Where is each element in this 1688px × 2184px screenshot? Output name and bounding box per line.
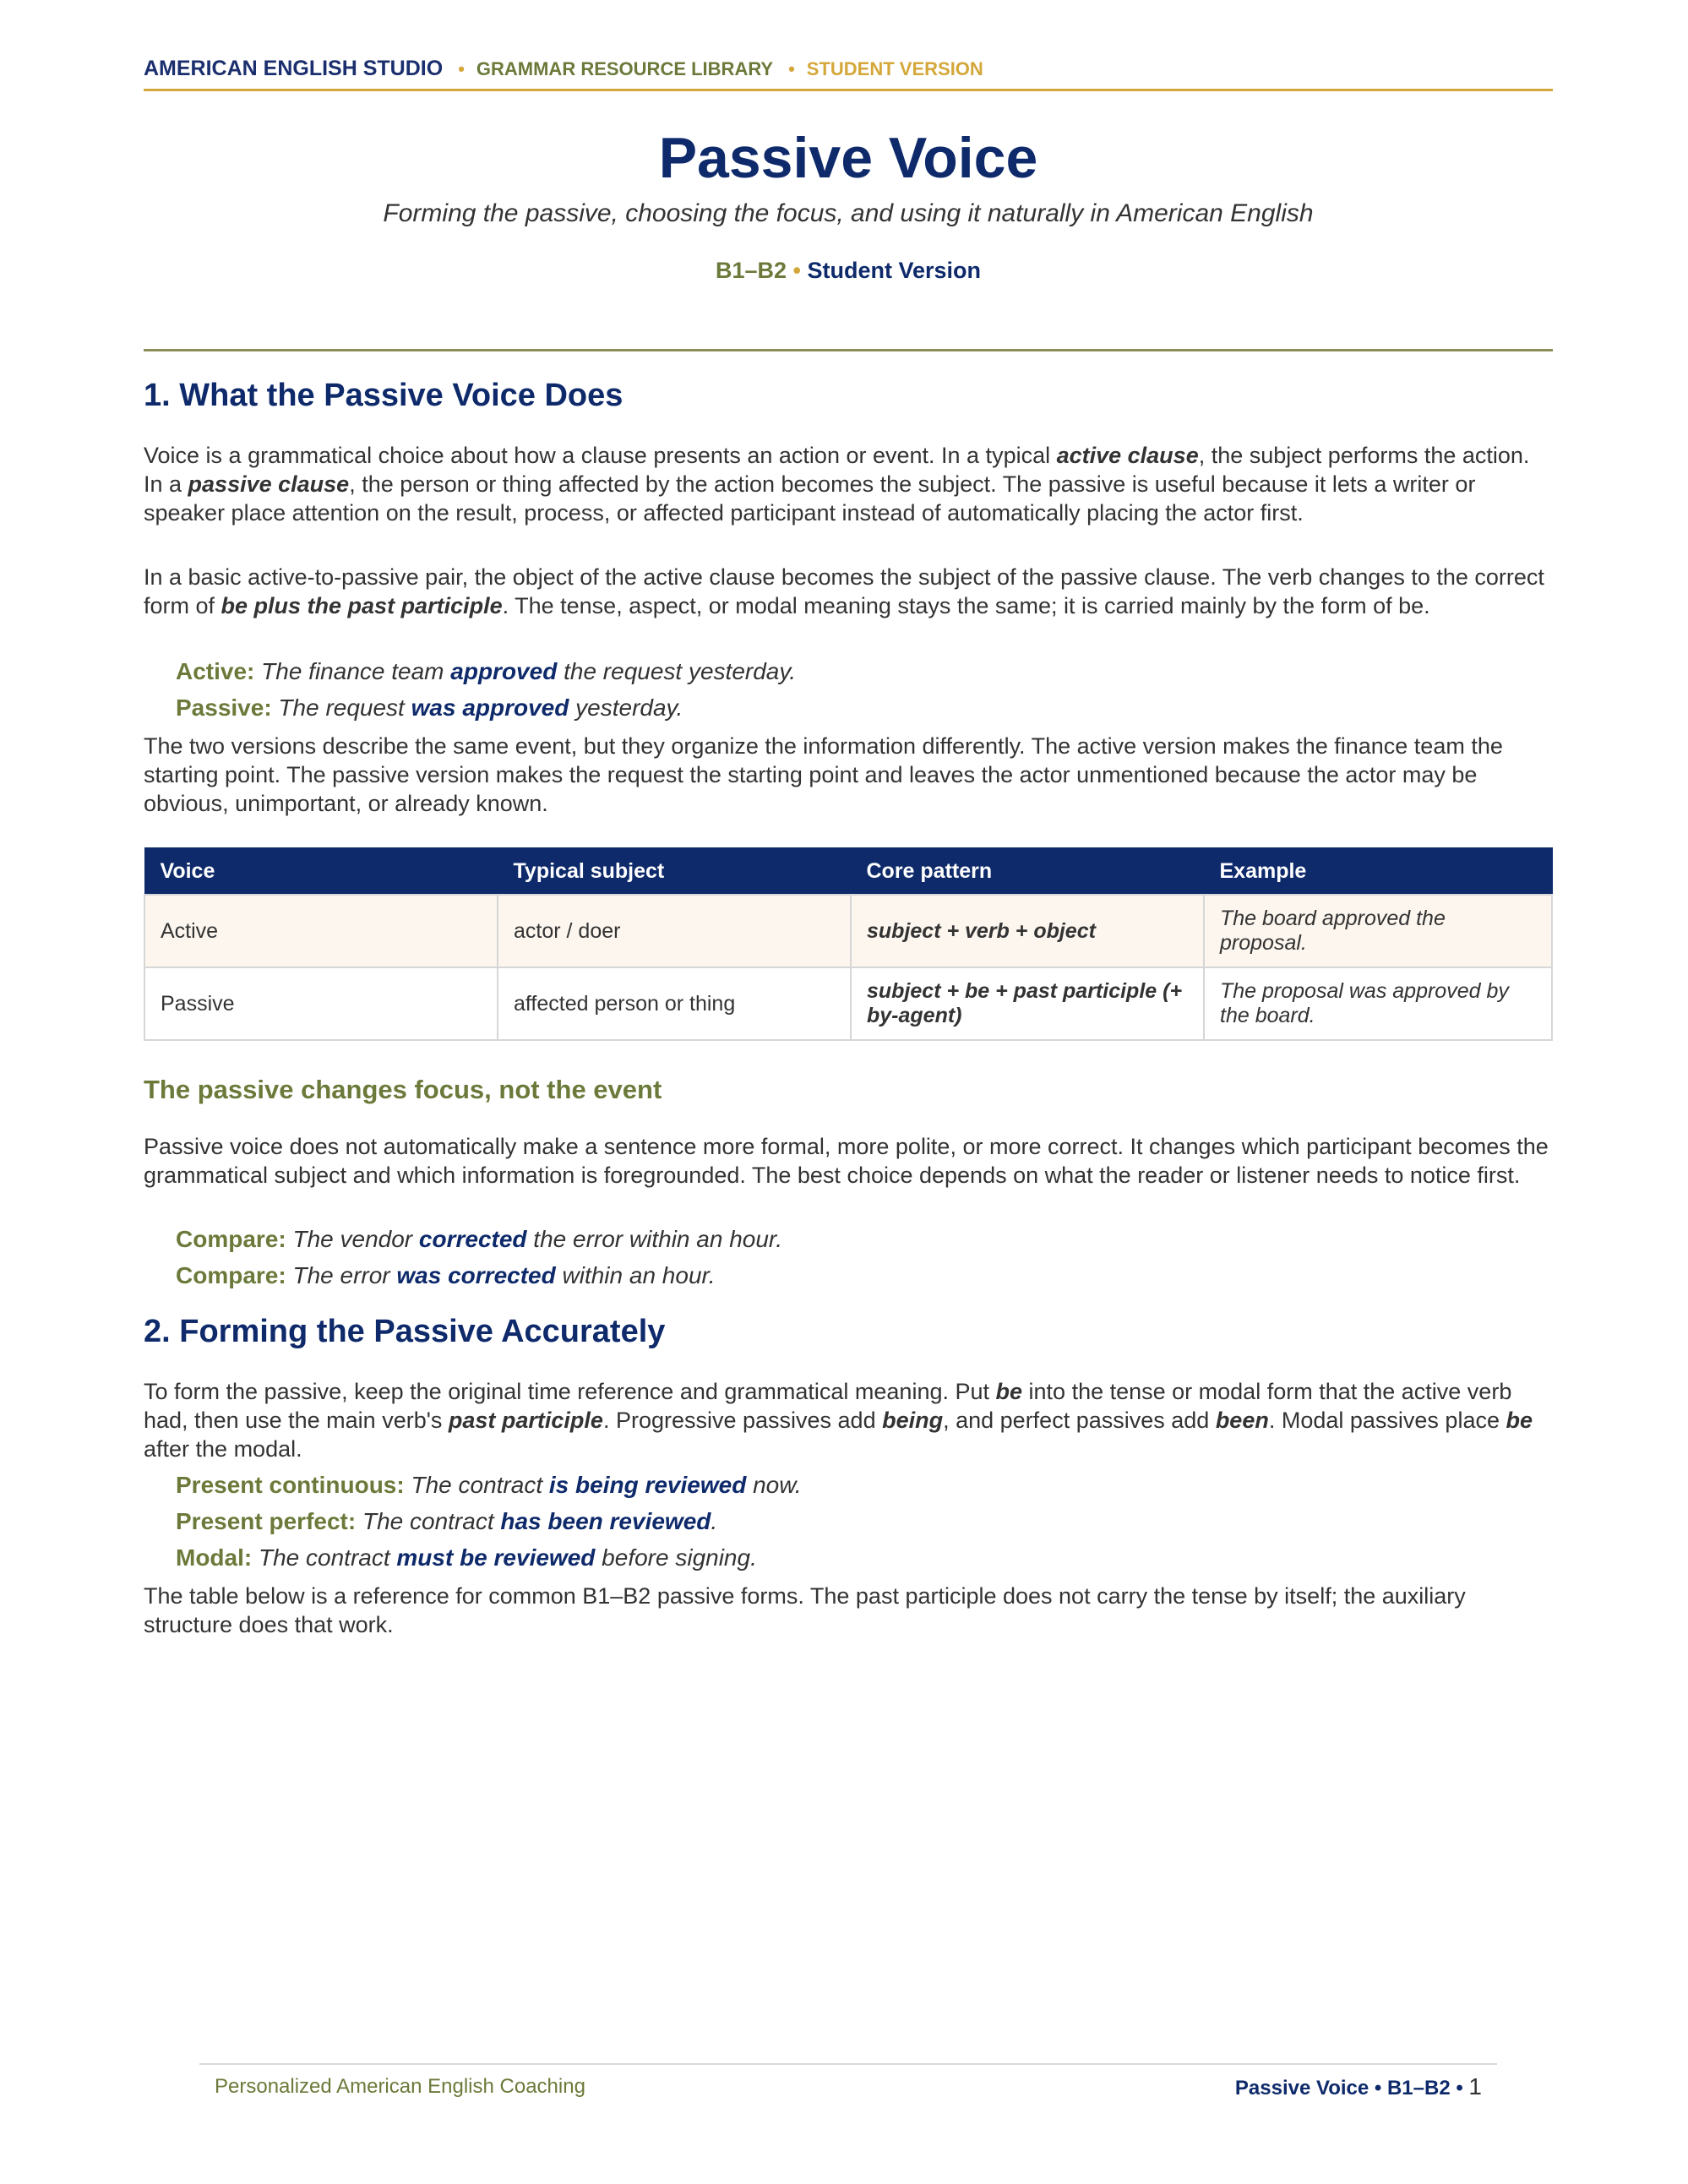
example-sentence: Compare: The vendor corrected the error within an hour. xyxy=(176,1226,782,1252)
footer-page-info xyxy=(1235,2073,1482,2100)
voice-comparison-table xyxy=(144,847,1553,1041)
header-separator: • xyxy=(458,58,465,79)
version-label: STUDENT VERSION xyxy=(806,58,983,79)
column-header: Core pattern xyxy=(851,848,1204,896)
level-badge xyxy=(144,258,1553,284)
example-sentence: Modal: The contract must be reviewed before signing. xyxy=(176,1544,757,1571)
column-header: Example xyxy=(1204,848,1552,896)
table-header-row xyxy=(144,848,1552,896)
section-heading: 2. Forming the Passive Accurately xyxy=(144,1314,666,1349)
student-version-text: Student Version xyxy=(807,258,982,283)
paragraph: Passive voice does not automatically make a sentence more formal, more polite, or more correct. It changes which participant becomes the grammatical subject and which information is foregrounded. The best choice depends on what the reader or listener needs to notice first. xyxy=(144,1134,1549,1188)
column-header: Typical subject xyxy=(498,848,851,896)
paragraph: Voice is a grammatical choice about how a clause presents an action or event. In a typical active clause, the subject performs the action. In a passive clause, the person or thing affected by the action becomes the subject. The passive is useful because it lets a writer or speaker place attention on the result, process, or affected participant instead of automatically placing the actor first. xyxy=(144,443,1530,526)
header-separator: • xyxy=(788,58,795,79)
level-text: B1–B2 xyxy=(715,258,787,283)
table-cell: Passive xyxy=(144,967,498,1040)
level-separator: • xyxy=(792,258,801,283)
page-subtitle: Forming the passive, choosing the focus, and using it naturally in American English xyxy=(383,199,1314,227)
table-cell: actor / doer xyxy=(498,895,851,967)
table-row xyxy=(144,895,1552,967)
example-sentence: Active: The finance team approved the request yesterday. xyxy=(176,658,797,684)
library-name: GRAMMAR RESOURCE LIBRARY xyxy=(476,58,774,79)
page-number: 1 xyxy=(1468,2073,1482,2100)
table-row xyxy=(144,967,1552,1040)
table-cell: subject + verb + object xyxy=(851,895,1204,967)
footer-tagline: Personalized American English Coaching xyxy=(215,2075,585,2098)
paragraph: In a basic active-to-passive pair, the object of the active clause becomes the subject of the passive clause. The verb changes to the correct form of be plus the past participle. The tense, aspect, or modal meaning stays the same; it is carried mainly by the form of be. xyxy=(144,564,1544,618)
table-cell: subject + be + past participle (+ by-agent) xyxy=(851,967,1204,1040)
brand-name: AMERICAN ENGLISH STUDIO xyxy=(144,57,444,80)
table-cell: Active xyxy=(144,895,498,967)
page-title: Passive Voice xyxy=(658,126,1038,190)
title-divider xyxy=(144,349,1553,351)
example-sentence: Present continuous: The contract is being reviewed now. xyxy=(176,1472,802,1498)
paragraph: The table below is a reference for common B1–B2 passive forms. The past participle does not carry the tense by itself; the auxiliary structure does that work. xyxy=(144,1583,1466,1637)
paragraph: The two versions describe the same event, but they organize the information differently. The active version makes the finance team the starting point. The passive version makes the request the starting point and leaves the actor unmentioned because the actor may be obvious, unimportant, or already known. xyxy=(144,733,1503,816)
subsection-heading: The passive changes focus, not the event xyxy=(144,1075,662,1104)
page-header xyxy=(144,57,1553,91)
example-sentence: Present perfect: The contract has been reviewed. xyxy=(176,1508,718,1534)
table-cell: The board approved the proposal. xyxy=(1204,895,1552,967)
section-heading: 1. What the Passive Voice Does xyxy=(144,378,623,413)
footer-doc-label: Passive Voice • B1–B2 • xyxy=(1234,2077,1463,2100)
table-cell: affected person or thing xyxy=(498,967,851,1040)
footer-divider xyxy=(199,2063,1497,2065)
example-sentence: Passive: The request was approved yesterday. xyxy=(176,694,683,721)
table-cell: The proposal was approved by the board. xyxy=(1204,967,1552,1040)
column-header: Voice xyxy=(144,848,498,896)
paragraph: To form the passive, keep the original time reference and grammatical meaning. Put be into the tense or modal form that the active verb had, then use the main verb's past participle. Progressive passives add being, and perfect passives add been. Modal passives place be after the modal. xyxy=(144,1379,1533,1462)
example-sentence: Compare: The error was corrected within an hour. xyxy=(176,1262,716,1288)
